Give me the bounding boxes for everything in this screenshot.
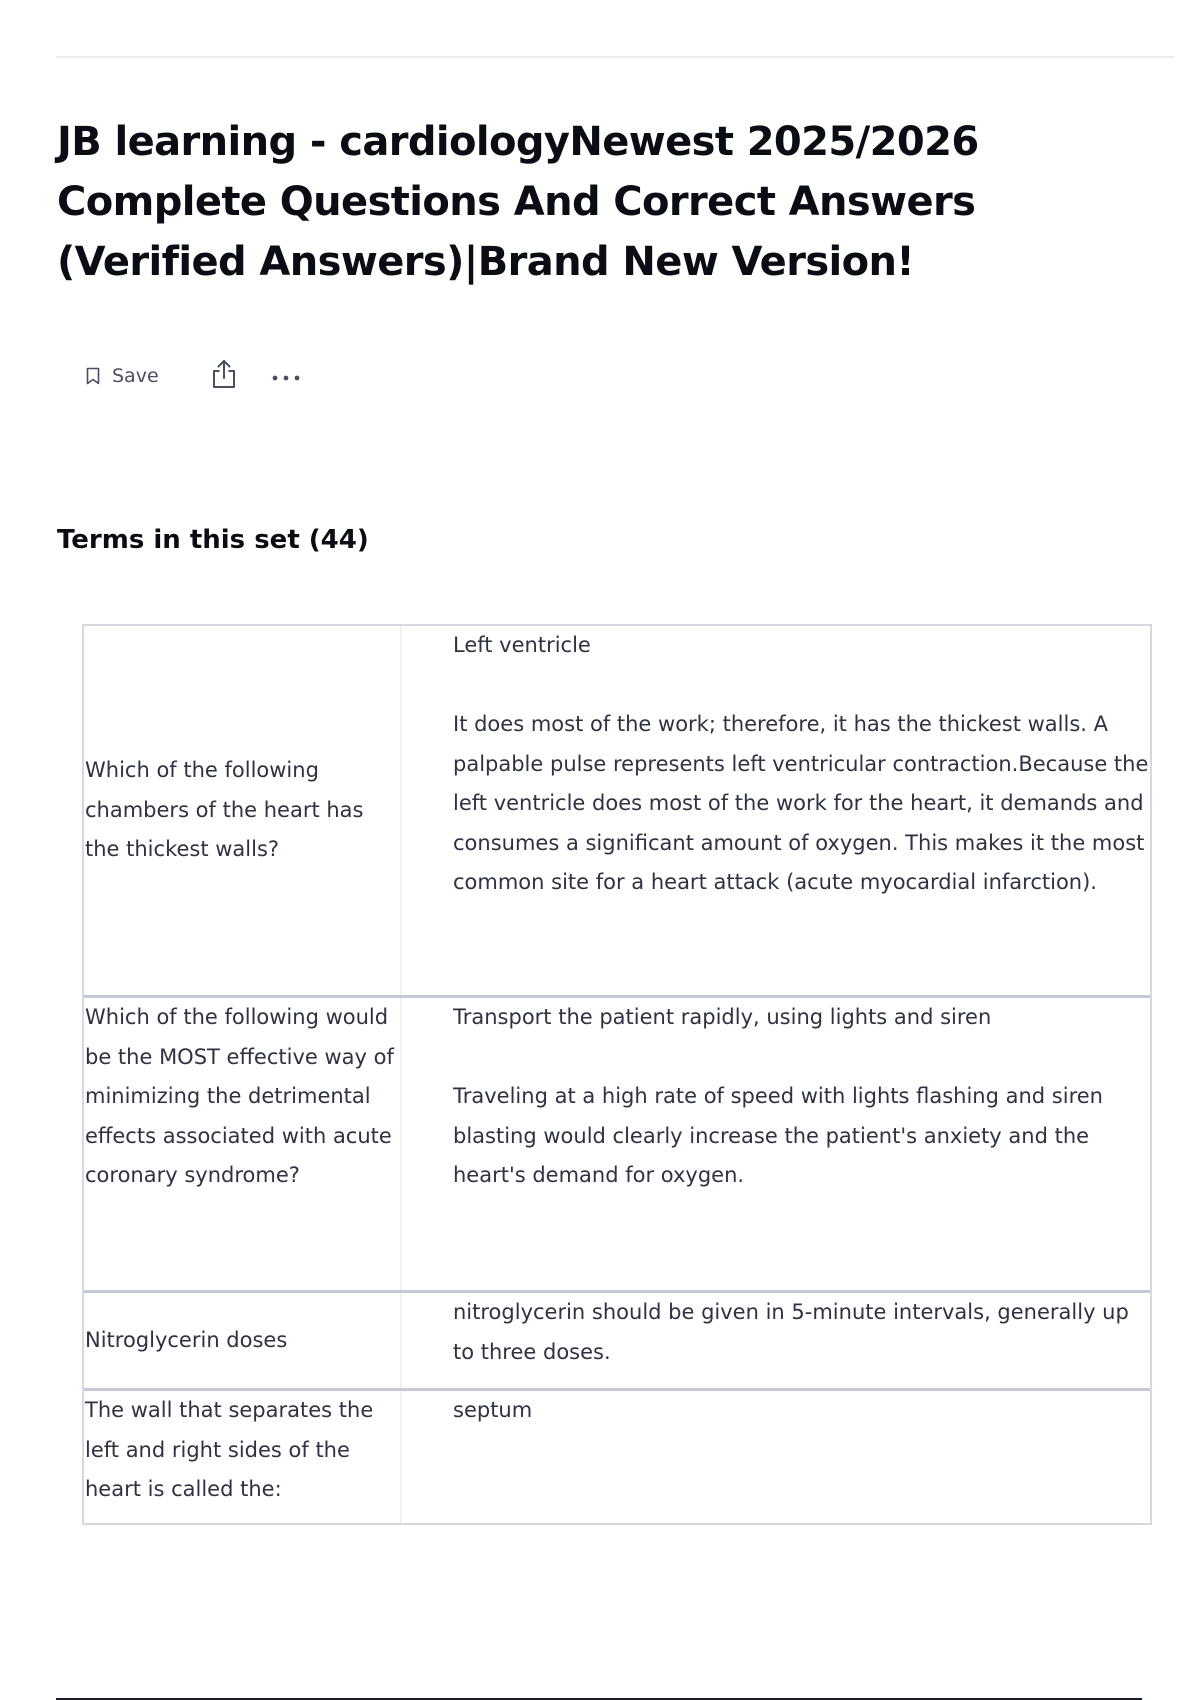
term-question: Nitroglycerin doses	[84, 1293, 402, 1388]
save-button[interactable]	[86, 358, 159, 394]
more-options-button[interactable]	[271, 358, 301, 394]
page-title: JB learning - cardiologyNewest 2025/2026 Complete Questions And Correct Answers (Verified Answers)|Brand New Version!	[57, 119, 979, 285]
term-question: Which of the following would be the MOST effective way of minimizing the detrimental effects associated with acute coronary syndrome?	[84, 998, 402, 1290]
term-answer: nitroglycerin should be given in 5-minute intervals, generally up to three doses.	[453, 1300, 1129, 1364]
definition-spacer	[453, 1038, 1150, 1078]
term-explanation: It does most of the work; therefore, it has the thickest walls. A palpable pulse represents left ventricular contraction.Because the left ventricle does most of the work for the heart, it demands and consumes a significant amount of oxygen. This makes it the most common site for a heart attack (acute myocardial infarction).	[453, 712, 1149, 894]
term-answer: septum	[453, 1398, 533, 1422]
term-row	[84, 1290, 1150, 1388]
share-icon	[211, 359, 237, 393]
action-bar	[86, 358, 301, 394]
save-label: Save	[112, 365, 159, 387]
term-definition	[402, 1293, 1150, 1388]
terms-heading: Terms in this set (44)	[57, 525, 369, 555]
term-explanation: Traveling at a high rate of speed with lights flashing and siren blasting would clearly increase the patient's anxiety and the heart's demand for oxygen.	[453, 1084, 1103, 1187]
term-definition	[402, 1391, 1150, 1523]
term-answer: Left ventricle	[453, 633, 591, 657]
terms-table	[82, 624, 1152, 1525]
term-question: The wall that separates the left and right sides of the heart is called the:	[84, 1391, 402, 1523]
more-horizontal-icon	[271, 367, 301, 386]
top-divider	[56, 56, 1174, 58]
term-question: Which of the following chambers of the heart has the thickest walls?	[84, 626, 402, 995]
definition-spacer	[453, 666, 1150, 706]
term-definition	[402, 998, 1150, 1290]
term-answer: Transport the patient rapidly, using lights and siren	[453, 1005, 992, 1029]
share-button[interactable]	[211, 358, 237, 394]
bookmark-icon	[86, 367, 100, 385]
term-definition	[402, 626, 1150, 995]
term-row	[84, 995, 1150, 1290]
term-row	[84, 1388, 1150, 1523]
term-row	[84, 626, 1150, 995]
